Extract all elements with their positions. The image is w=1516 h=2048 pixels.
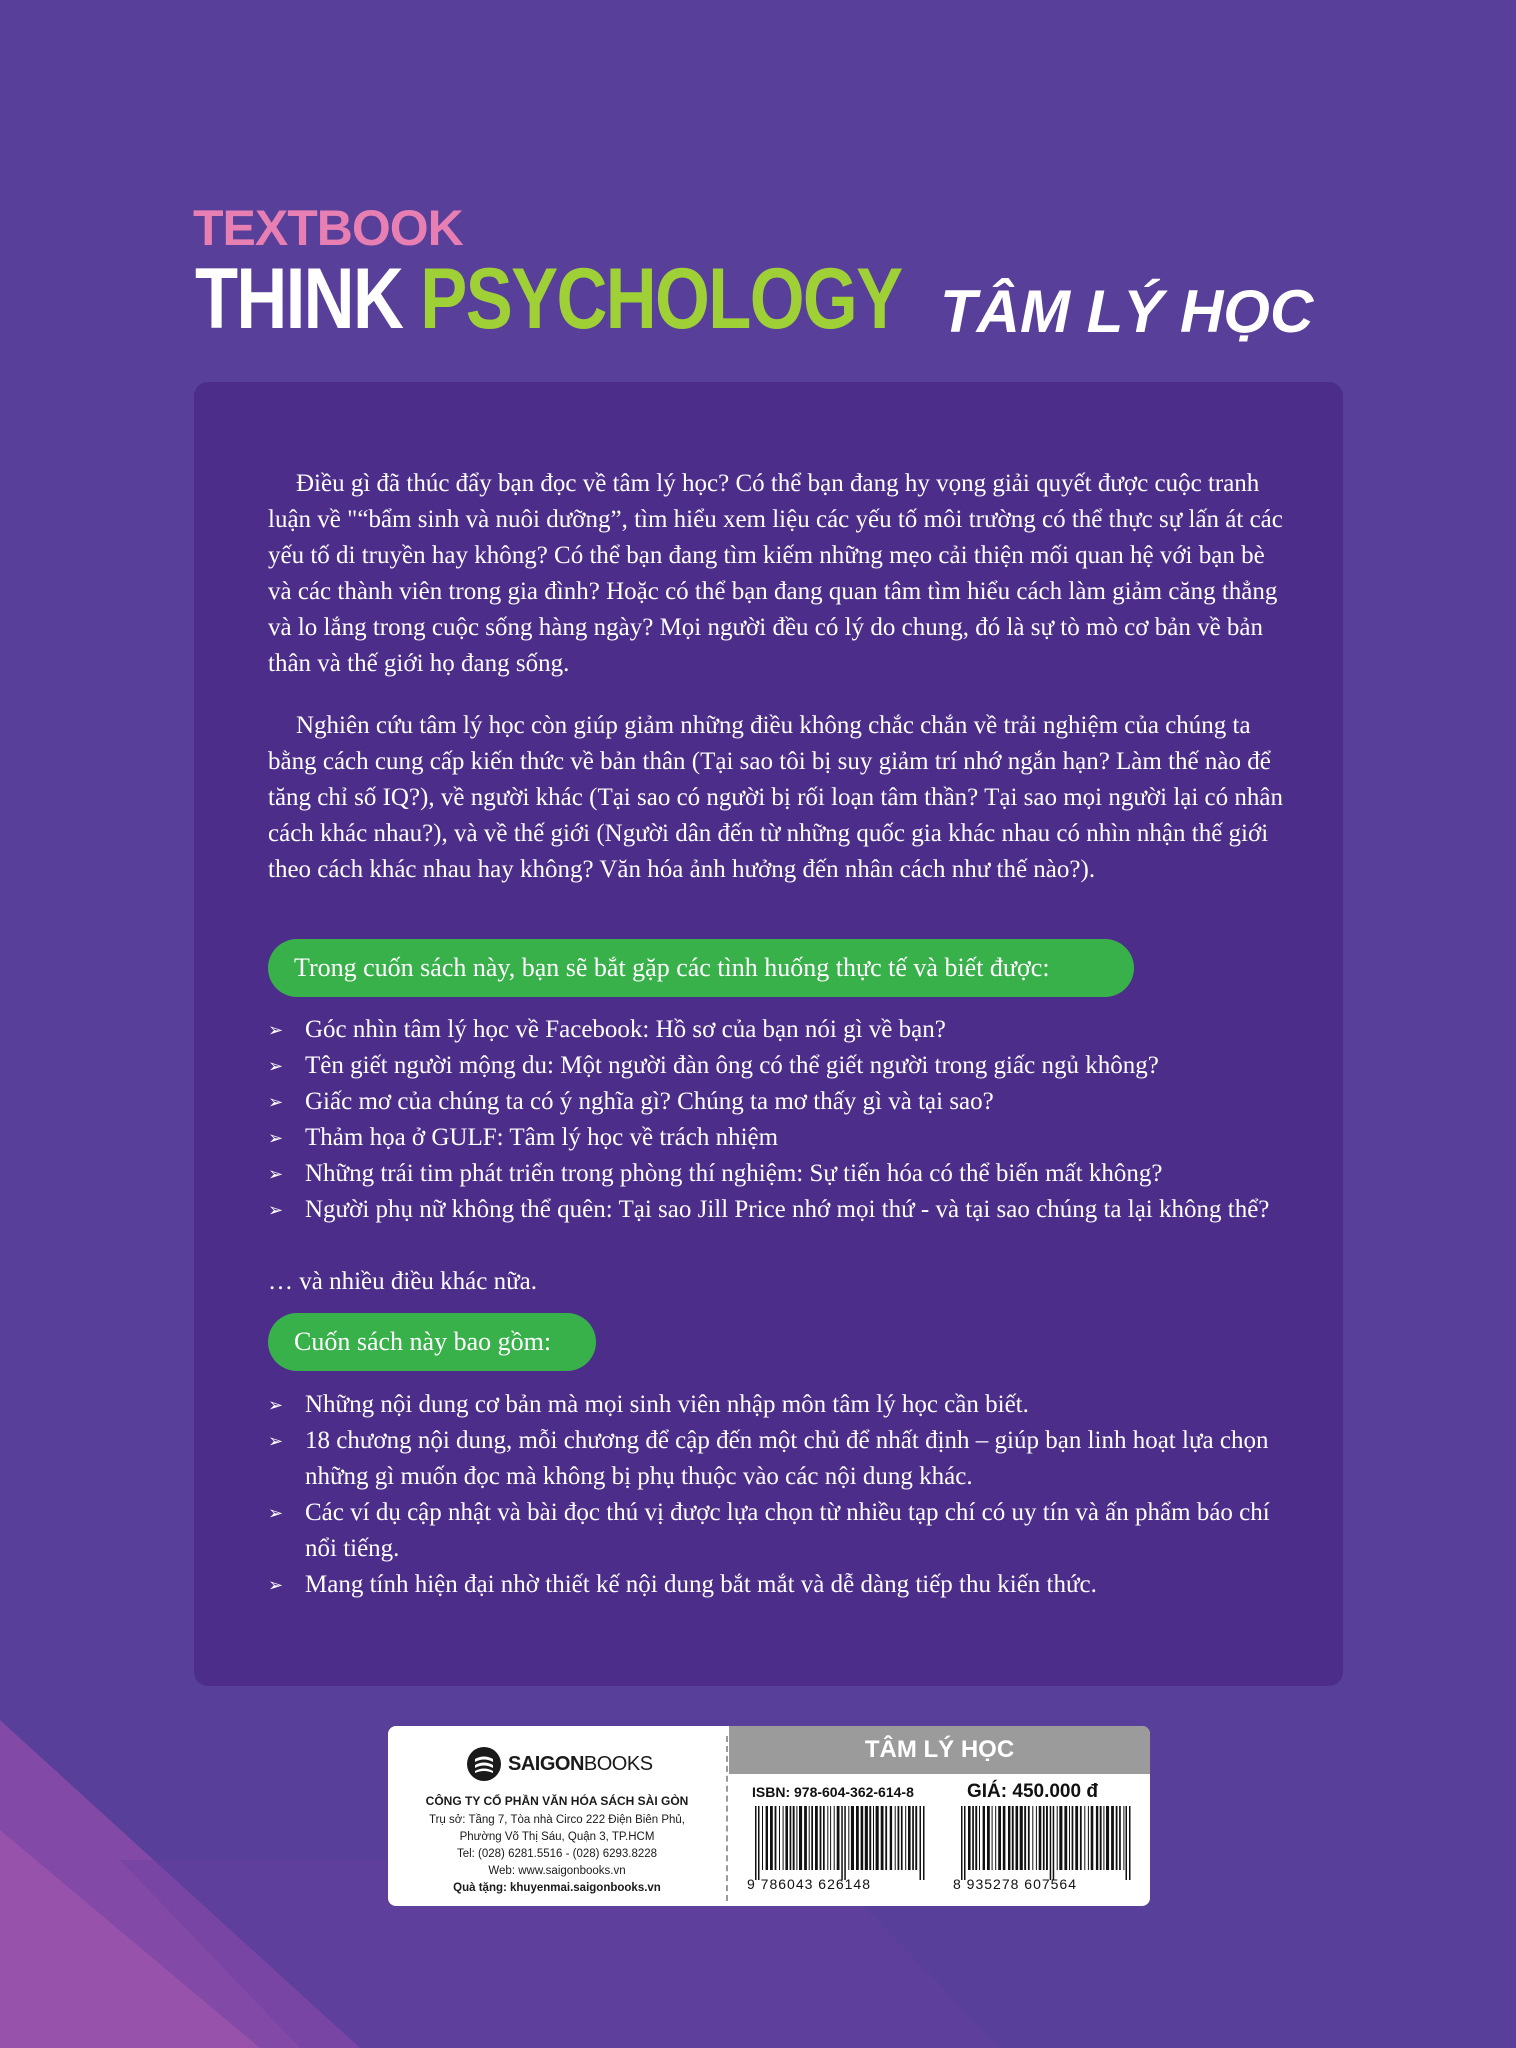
barcode-bar (1103, 1806, 1104, 1870)
barcode-bar (1119, 1806, 1121, 1870)
logo-text-bold: SAIGON (508, 1752, 584, 1775)
barcode-bar (908, 1806, 911, 1870)
barcode-bar (901, 1806, 903, 1870)
bullet-arrow-icon: ➢ (268, 1164, 284, 1184)
and-more-text: … và nhiều điều khác nữa. (268, 1268, 538, 1295)
barcode-bar (809, 1806, 810, 1870)
barcode-bar (998, 1806, 1001, 1870)
barcode-bar (1096, 1806, 1098, 1870)
list-item-text: Mang tính hiện đại nhờ thiết kế nội dung bắt mắt và dễ dàng tiếp thu kiến thức. (305, 1571, 1097, 1598)
publisher-address-line1: Trụ sở: Tầng 7, Tòa nhà Circo 222 Điện Biên Phủ, (429, 1814, 685, 1826)
list-item (268, 1495, 1298, 1567)
bullet-arrow-icon: ➢ (268, 1056, 284, 1076)
barcode-bar (834, 1806, 835, 1870)
barcode-bar (1111, 1806, 1114, 1870)
publisher-info (388, 1726, 726, 1906)
list-item-text: Các ví dụ cập nhật và bài đọc thú vị được lựa chọn từ nhiều tạp chí có uy tín và ấn phẩm báo chí nổi tiếng. (305, 1499, 1270, 1562)
barcode-bar (1016, 1806, 1019, 1870)
barcode-bar (1088, 1806, 1089, 1870)
barcode-bar (783, 1806, 784, 1870)
barcode-bar (823, 1806, 825, 1870)
list-item-text: 18 chương nội dung, mỗi chương để cập đến một chủ để nhất định – giúp bạn linh hoạt lựa chọn những gì muốn đọc mà không bị phụ thuộc vào các nội dung khác. (305, 1427, 1269, 1490)
list-item (268, 1120, 1298, 1156)
publisher-logo-text (508, 1753, 653, 1776)
barcode-bar (920, 1806, 922, 1880)
barcode-bar (1039, 1806, 1042, 1870)
list-item-text: Góc nhìn tâm lý học về Facebook: Hồ sơ của bạn nói gì về bạn? (305, 1016, 946, 1043)
bullet-arrow-icon: ➢ (268, 1431, 284, 1451)
barcode-bar (1069, 1806, 1070, 1870)
barcode-bar (844, 1806, 846, 1880)
barcode-bar (1072, 1806, 1074, 1870)
list-item (268, 1192, 1298, 1228)
barcode-bar (898, 1806, 900, 1870)
list-item-text: Thảm họa ở GULF: Tâm lý học về trách nhiệm (305, 1124, 779, 1151)
barcode-bar (1123, 1806, 1124, 1870)
barcode-bar (869, 1806, 871, 1870)
barcode-bar (923, 1806, 925, 1880)
bullet-arrow-icon: ➢ (268, 1575, 284, 1595)
barcode-bar (1050, 1806, 1052, 1880)
barcode-bar (905, 1806, 906, 1870)
publisher-tel: Tel: (028) 6281.5516 - (028) 6293.8228 (456, 1848, 658, 1860)
intro-paragraph-1: Điều gì đã thúc đẩy bạn đọc về tâm lý học? Có thể bạn đang hy vọng giải quyết được cuộc tranh luận về "“bẩm sinh và nuôi dưỡng”, tìm hiểu xem liệu các yếu tố môi trường có thể thực sự lấn át các yếu tố di truyền hay không? Có thể bạn đang tìm kiếm những mẹo cải thiện mối quan hệ với bạn bè và các thành viên trong gia đình? Hoặc có thể bạn đang quan tâm tìm hiểu cách làm giảm căng thẳng và lo lắng trong cuộc sống hàng ngày? Mọi người đều có lý do chung, đó là sự tò mò cơ bản về bản thân và thế giới họ đang sống. (268, 470, 1283, 677)
barcode-bar (961, 1806, 963, 1880)
barcode-bar (1012, 1806, 1014, 1870)
logo-text-thin: BOOKS (583, 1752, 653, 1775)
barcode-bar (830, 1806, 831, 1870)
barcode-bar (912, 1806, 914, 1870)
contents-list (268, 1387, 1298, 1603)
barcode-bar (1024, 1806, 1026, 1870)
list-item (268, 1567, 1298, 1603)
bullet-arrow-icon: ➢ (268, 1128, 284, 1148)
barcode-bar (1032, 1806, 1033, 1870)
product-barcode-number: 8 935278 607564 (953, 1876, 1077, 1892)
list-item (268, 1012, 1298, 1048)
barcode-bar (1043, 1806, 1045, 1870)
barcode-bar (895, 1806, 896, 1870)
barcode-bar (1075, 1806, 1078, 1870)
list-item-text: Những nội dung cơ bản mà mọi sinh viên nhập môn tâm lý học cần biết. (305, 1391, 1029, 1418)
barcode-panel (388, 1726, 1150, 1906)
barcode-bar (815, 1806, 818, 1870)
barcode-bar (775, 1806, 777, 1870)
list-item (268, 1084, 1298, 1120)
publisher-gift: Quà tặng: khuyenmai.saigonbooks.vn (453, 1882, 661, 1894)
list-item-text: Tên giết người mộng du: Một người đàn ông có thể giết người trong giấc ngủ không? (305, 1052, 1159, 1079)
barcode-bar (793, 1806, 795, 1870)
section-heading-contents: Cuốn sách này bao gồm: (268, 1313, 596, 1371)
intro-paragraph-2: Nghiên cứu tâm lý học còn giúp giảm những điều không chắc chắn về trải nghiệm của chúng ta bằng cách cung cấp kiến thức về bản thân (Tại sao tôi bị suy giảm trí nhớ ngắn hạn? Làm thế nào để tăng chỉ số IQ?), về người khác (Tại sao có người bị rối loạn tâm thần? Tại sao mọi người lại có nhân cách khác nhau?), và về thế giới (Người dân đến từ những quốc gia khác nhau có nhìn nhận thế giới theo cách khác nhau hay không? Văn hóa ảnh hưởng đến nhân cách như thế nào?). (268, 712, 1284, 883)
list-item (268, 1156, 1298, 1192)
bullet-arrow-icon: ➢ (268, 1092, 284, 1112)
isbn-label: ISBN: 978-604-362-614-8 (752, 1784, 914, 1800)
isbn-barcode (755, 1806, 925, 1880)
barcode-bar (1064, 1806, 1067, 1870)
section-heading-situations: Trong cuốn sách này, bạn sẽ bắt gặp các tình huống thực tế và biết được: (268, 939, 1134, 997)
barcode-bar (1084, 1806, 1085, 1870)
vietnamese-title: TÂM LÝ HỌC (940, 278, 1314, 345)
publisher-logo (466, 1746, 653, 1782)
barcode-bar (837, 1806, 840, 1870)
barcode-bar (1008, 1806, 1010, 1870)
bullet-arrow-icon: ➢ (268, 1395, 284, 1415)
barcode-bar (1003, 1806, 1006, 1870)
barcode-bar (1059, 1806, 1062, 1870)
barcode-bar (851, 1806, 854, 1870)
barcode-bar (968, 1806, 971, 1870)
barcode-bar (848, 1806, 849, 1870)
price-box-title: TÂM LÝ HỌC (729, 1726, 1150, 1774)
publisher-company: CÔNG TY CỔ PHẦN VĂN HÓA SÁCH SÀI GÒN (425, 1794, 689, 1808)
barcode-bar (881, 1806, 884, 1870)
barcode-bar (779, 1806, 780, 1870)
barcode-bar (975, 1806, 977, 1870)
price-label: GIÁ: 450.000 đ (967, 1781, 1098, 1802)
barcode-bar (856, 1806, 859, 1870)
barcode-bar (1057, 1806, 1058, 1870)
barcode-bar (1080, 1806, 1082, 1870)
list-item (268, 1423, 1298, 1495)
barcode-bar (1020, 1806, 1023, 1870)
dashed-divider (726, 1736, 728, 1901)
barcode-bar (820, 1806, 822, 1870)
product-barcode (961, 1806, 1131, 1880)
barcode-bar (983, 1806, 985, 1870)
barcode-bar (979, 1806, 980, 1870)
series-label: TEXTBOOK (193, 200, 463, 256)
barcode-bar (827, 1806, 828, 1870)
barcode-bar (804, 1806, 807, 1870)
barcode-bar (865, 1806, 868, 1870)
barcode-bar (799, 1806, 802, 1870)
list-item-text: Giấc mơ của chúng ta có ý nghĩa gì? Chúng ta mơ thấy gì và tại sao? (305, 1088, 994, 1115)
barcode-bar (785, 1806, 788, 1870)
barcode-bar (1028, 1806, 1030, 1870)
barcode-bar (841, 1806, 843, 1880)
list-item (268, 1387, 1298, 1423)
barcode-bar (885, 1806, 887, 1870)
barcode-bar (995, 1806, 996, 1870)
barcode-bar (1106, 1806, 1109, 1870)
saigonbooks-logo-icon (466, 1746, 502, 1782)
book-title-psychology: PSYCHOLOGY (420, 251, 902, 347)
list-item-text: Những trái tim phát triển trong phòng thí nghiệm: Sự tiến hóa có thể biến mất không? (305, 1160, 1163, 1187)
barcode-bar (1091, 1806, 1094, 1870)
barcode-bar (1129, 1806, 1131, 1880)
barcode-bar (790, 1806, 792, 1870)
barcode-bar (1036, 1806, 1037, 1870)
barcode-bar (796, 1806, 797, 1870)
price-block (729, 1726, 1150, 1906)
bullet-arrow-icon: ➢ (268, 1200, 284, 1220)
barcode-bar (1046, 1806, 1048, 1870)
barcode-bar (915, 1806, 917, 1870)
list-item-text: Người phụ nữ không thể quên: Tại sao Jill Price nhớ mọi thứ - và tại sao chúng ta lại không thể? (305, 1196, 1270, 1223)
barcode-bar (972, 1806, 974, 1870)
barcode-bar (861, 1806, 864, 1870)
barcode-bar (992, 1806, 993, 1870)
book-title (195, 251, 902, 347)
barcode-bar (987, 1806, 990, 1870)
barcode-bar (758, 1806, 760, 1880)
bullet-arrow-icon: ➢ (268, 1503, 284, 1523)
book-title-think: THINK (195, 251, 403, 347)
publisher-web: Web: www.saigonbooks.vn (488, 1865, 626, 1877)
barcode-bar (1116, 1806, 1118, 1870)
barcode-bar (890, 1806, 892, 1870)
barcode-bar (876, 1806, 879, 1870)
list-item (268, 1048, 1298, 1084)
barcode-bar (964, 1806, 966, 1880)
barcode-bar (811, 1806, 813, 1870)
barcode-bar (1053, 1806, 1055, 1880)
barcode-bar (762, 1806, 763, 1870)
barcode-bar (770, 1806, 773, 1870)
publisher-address-line2: Phường Võ Thị Sáu, Quận 3, TP.HCM (459, 1831, 655, 1843)
situations-list (268, 1012, 1298, 1228)
barcode-bar (766, 1806, 768, 1870)
barcode-bar (1100, 1806, 1102, 1870)
bullet-arrow-icon: ➢ (268, 1020, 284, 1040)
barcode-bar (1126, 1806, 1128, 1880)
barcode-bar (755, 1806, 757, 1880)
barcode-bar (873, 1806, 874, 1870)
isbn-barcode-number: 9 786043 626148 (747, 1876, 871, 1892)
